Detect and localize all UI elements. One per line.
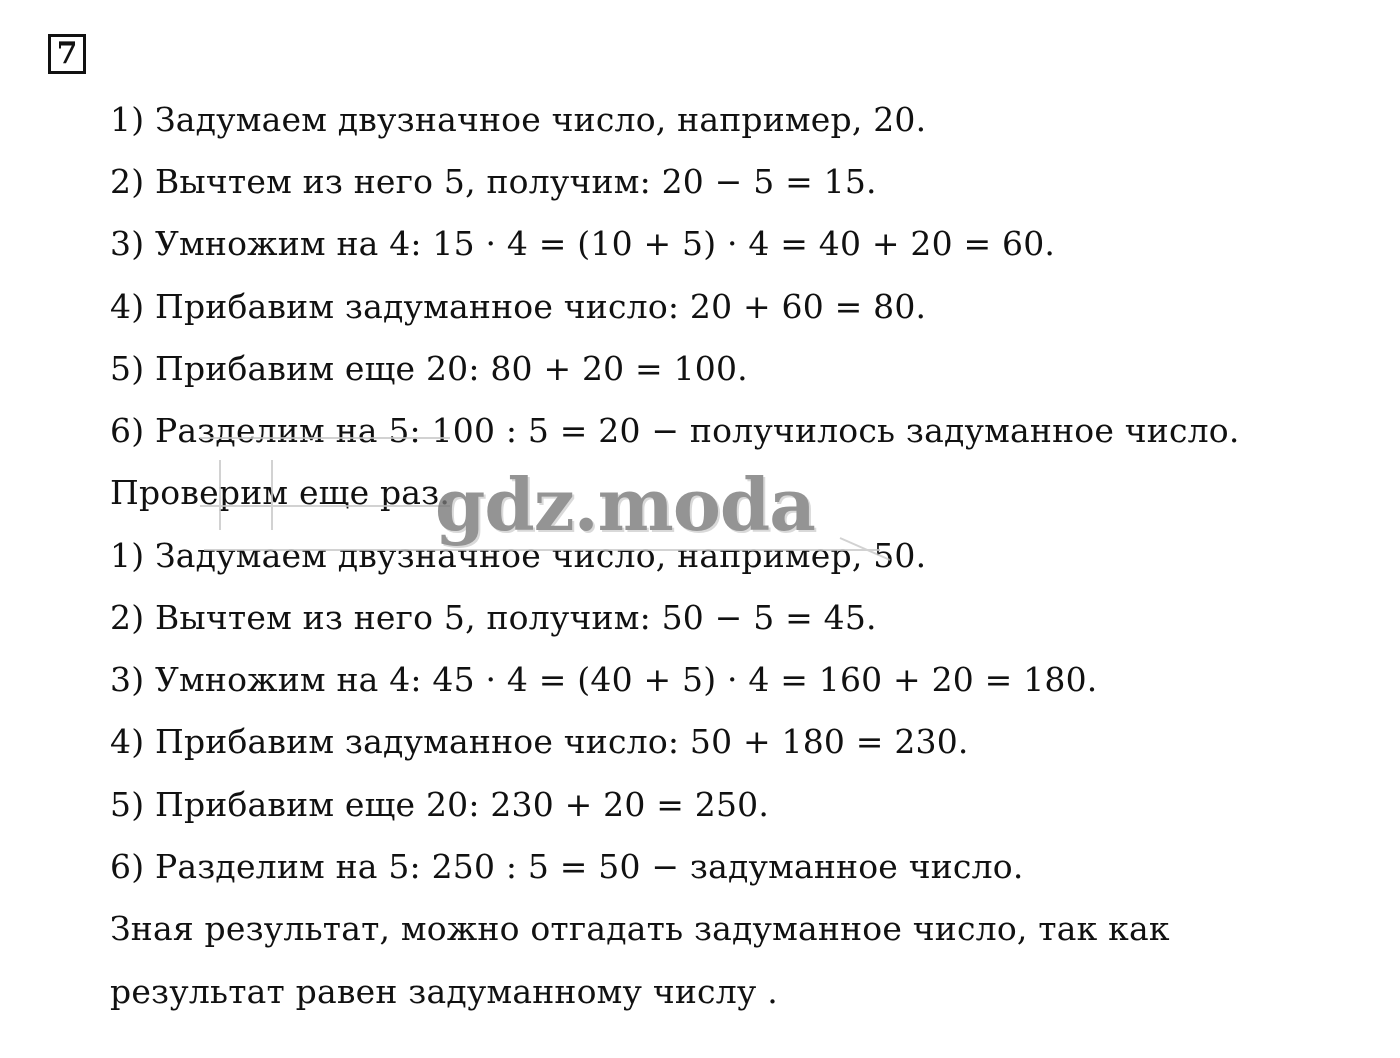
check-line-5: 5) Прибавим еще 20: 230 + 20 = 250.	[110, 785, 770, 824]
solution-line-2: 2) Вычтем из него 5, получим: 20 − 5 = 15.	[110, 162, 877, 201]
solution-line-1: 1) Задумаем двузначное число, например, 20.	[110, 100, 927, 139]
check-line-3: 3) Умножим на 4: 45 · 4 = (40 + 5) · 4 = 160 + 20 = 180.	[110, 660, 1098, 699]
solution-line-5: 5) Прибавим еще 20: 80 + 20 = 100.	[110, 349, 748, 388]
check-line-1: 1) Задумаем двузначное число, например, 50.	[110, 536, 927, 575]
check-line-2: 2) Вычтем из него 5, получим: 50 − 5 = 45.	[110, 598, 877, 637]
check-line-6: 6) Разделим на 5: 250 : 5 = 50 − задуманное число.	[110, 847, 1024, 886]
solution-line-6: 6) Разделим на 5: 100 : 5 = 20 − получилось задуманное число.	[110, 411, 1240, 450]
check-line-4: 4) Прибавим задуманное число: 50 + 180 = 230.	[110, 722, 969, 761]
check-heading: Проверим еще раз.	[110, 473, 451, 512]
watermark-text: gdz.moda	[435, 462, 815, 547]
task-number: 7	[56, 36, 78, 71]
solution-line-4: 4) Прибавим задуманное число: 20 + 60 = 80.	[110, 287, 927, 326]
watermark-logo	[435, 462, 815, 547]
conclusion-line-2: результат равен задуманному числу .	[110, 972, 778, 1011]
conclusion-line-1: Зная результат, можно отгадать задуманное число, так как	[110, 909, 1170, 948]
task-number-box	[48, 34, 86, 74]
solution-line-3: 3) Умножим на 4: 15 · 4 = (10 + 5) · 4 = 40 + 20 = 60.	[110, 224, 1056, 263]
